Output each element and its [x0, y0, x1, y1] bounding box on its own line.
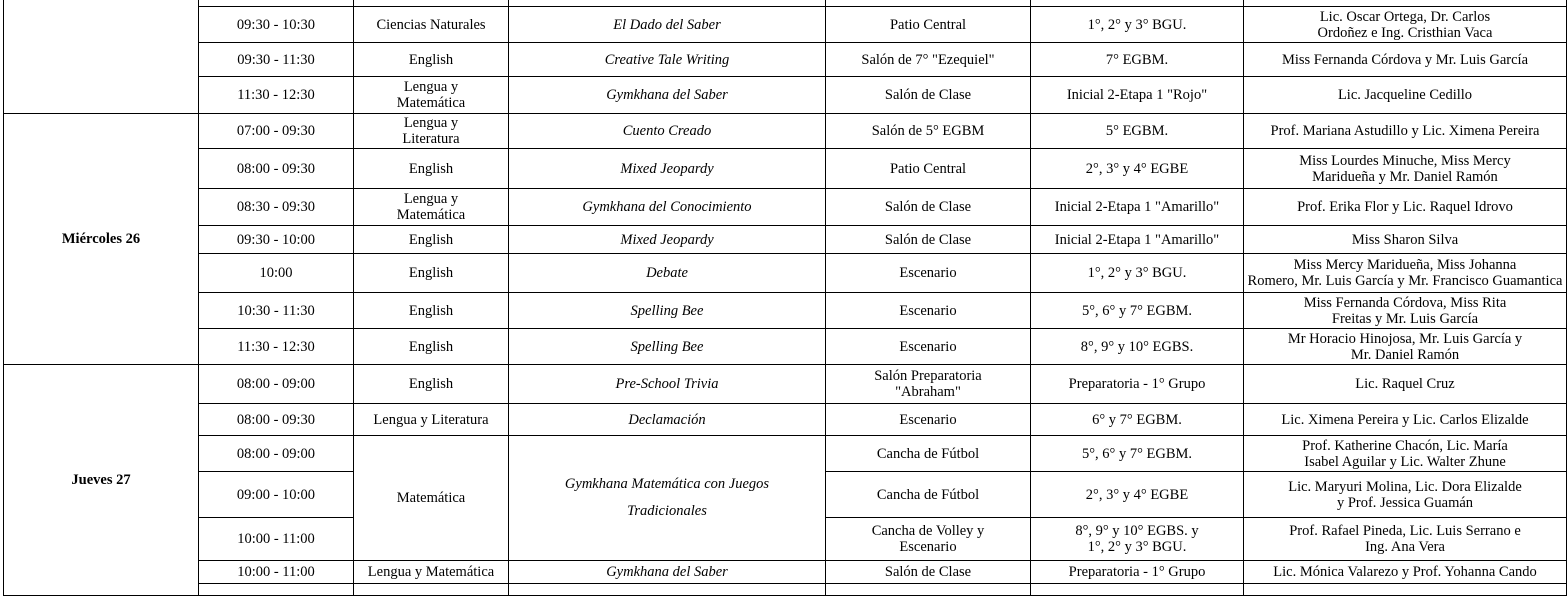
- teachers-cell-line: Prof. Erika Flor y Lic. Raquel Idrovo: [1297, 199, 1513, 215]
- subject-cell-line: Lengua y Literatura: [373, 411, 489, 428]
- subject-cell-line: Literatura: [402, 131, 460, 147]
- time-cell-line: 11:30 - 12:30: [237, 87, 315, 103]
- table-row: [4, 7, 1567, 43]
- activity-cell-line: Mixed Jeopardy: [620, 160, 714, 177]
- teachers-cell: [1244, 254, 1567, 293]
- place-cell-line: Patio Central: [889, 16, 967, 33]
- activity-cell: [509, 149, 826, 189]
- activity-cell: [509, 404, 826, 436]
- subject-cell: [354, 7, 509, 43]
- place-cell-line: Escenario: [899, 539, 957, 555]
- teachers-cell-line: Mr Horacio Hinojosa, Mr. Luis García y: [1287, 330, 1523, 347]
- grade-cell-line: 1°, 2° y 3° BGU.: [1087, 16, 1187, 33]
- subject-cell: [354, 149, 509, 189]
- grade-cell: [1031, 293, 1244, 329]
- activity-cell: [509, 77, 826, 114]
- table-row: [4, 254, 1567, 293]
- subject-cell-line: Matemática: [396, 95, 466, 111]
- teachers-cell: [1244, 43, 1567, 77]
- time-cell: [199, 472, 354, 518]
- table-row: [4, 329, 1567, 365]
- place-cell: [826, 114, 1031, 149]
- grade-cell: [1031, 329, 1244, 365]
- subject-cell: [354, 226, 509, 254]
- grade-cell-line: 5°, 6° y 7° EGBM.: [1081, 302, 1193, 319]
- table-row: [4, 561, 1567, 584]
- grade-cell: [1031, 226, 1244, 254]
- teachers-cell: [1244, 584, 1567, 596]
- place-cell-line: Salón de Clase: [884, 564, 972, 580]
- activity-cell: [509, 43, 826, 77]
- time-cell-line: 09:30 - 11:30: [237, 51, 315, 68]
- place-cell: [826, 365, 1031, 404]
- grade-cell-line: 8°, 9° y 10° EGBS.: [1080, 338, 1194, 355]
- day-label: Miércoles 26: [4, 114, 199, 365]
- place-cell-line: Salón de 7° "Ezequiel": [861, 51, 995, 68]
- subject-cell-line: English: [408, 231, 454, 248]
- teachers-cell-line: y Prof. Jessica Guamán: [1336, 494, 1474, 511]
- teachers-cell-line: Lic. Raquel Cruz: [1355, 376, 1455, 392]
- grade-cell-line: 8°, 9° y 10° EGBS. y: [1075, 523, 1199, 539]
- teachers-cell-line: Isabel Aguilar y Lic. Walter Zhune: [1304, 453, 1506, 470]
- activity-cell-line: Gymkhana del Saber: [606, 564, 728, 580]
- grade-cell: [1031, 584, 1244, 596]
- subject-cell-line: Matemática: [396, 490, 466, 506]
- time-cell: [199, 7, 354, 43]
- grade-cell-line: Inicial 2-Etapa 1 "Rojo": [1066, 87, 1208, 103]
- activity-cell-line: Pre-School Trivia: [615, 376, 719, 392]
- subject-cell-line: English: [408, 51, 454, 68]
- activity-cell-line: Gymkhana del Saber: [606, 87, 728, 103]
- grade-cell-line: 6° y 7° EGBM.: [1092, 411, 1182, 428]
- subject-cell-line: English: [408, 376, 454, 392]
- teachers-cell: [1244, 365, 1567, 404]
- teachers-cell: [1244, 436, 1567, 472]
- subject-cell: [354, 561, 509, 584]
- teachers-cell-line: Miss Sharon Silva: [1351, 231, 1459, 248]
- time-cell-line: 08:00 - 09:30: [236, 160, 316, 177]
- table-row: [4, 584, 1567, 596]
- place-cell-line: Salón de Clase: [884, 231, 972, 248]
- time-cell-line: 08:00 - 09:00: [236, 445, 316, 462]
- grade-cell-line: 1°, 2° y 3° BGU.: [1087, 265, 1187, 281]
- time-cell: [199, 189, 354, 226]
- teachers-cell-line: Lic. Ximena Pereira y Lic. Carlos Elizalde: [1281, 411, 1529, 428]
- teachers-cell-line: Miss Lourdes Minuche, Miss Mercy: [1299, 152, 1511, 169]
- time-cell: [199, 43, 354, 77]
- grade-cell: [1031, 149, 1244, 189]
- time-cell: [199, 518, 354, 561]
- activity-cell: [509, 114, 826, 149]
- teachers-cell-line: Ing. Ana Vera: [1365, 539, 1445, 555]
- subject-cell-line: Lengua y: [403, 115, 459, 131]
- grade-cell: [1031, 436, 1244, 472]
- grade-cell-line: Inicial 2-Etapa 1 "Amarillo": [1054, 199, 1220, 215]
- time-cell-line: 08:00 - 09:00: [236, 376, 316, 392]
- teachers-cell-line: Prof. Mariana Astudillo y Lic. Ximena Pereira: [1270, 123, 1540, 139]
- time-cell: [199, 329, 354, 365]
- subject-cell: [354, 365, 509, 404]
- place-cell-line: Escenario: [899, 265, 957, 281]
- teachers-cell: [1244, 293, 1567, 329]
- activity-cell: [509, 584, 826, 596]
- teachers-cell-line: Maridueña y Mr. Daniel Ramón: [1312, 168, 1498, 185]
- time-cell-line: 08:30 - 09:30: [236, 199, 316, 215]
- time-cell: [199, 149, 354, 189]
- teachers-cell: [1244, 114, 1567, 149]
- place-cell-line: "Abraham": [895, 384, 961, 400]
- subject-cell: [354, 254, 509, 293]
- teachers-cell-line: Prof. Katherine Chacón, Lic. María: [1302, 437, 1508, 454]
- time-cell: [199, 584, 354, 596]
- grade-cell: [1031, 114, 1244, 149]
- place-cell: [826, 518, 1031, 561]
- grade-cell: [1031, 254, 1244, 293]
- subject-cell: [354, 114, 509, 149]
- activity-cell: [509, 7, 826, 43]
- subject-cell-line: Ciencias Naturales: [376, 16, 486, 33]
- time-cell-line: 09:00 - 10:00: [236, 486, 316, 503]
- subject-cell-line: English: [408, 265, 454, 281]
- activity-cell: [509, 329, 826, 365]
- time-cell-line: 07:00 - 09:30: [236, 123, 316, 139]
- teachers-cell: [1244, 329, 1567, 365]
- teachers-cell: [1244, 561, 1567, 584]
- grade-cell-line: 5° EGBM.: [1105, 123, 1169, 139]
- teachers-cell-line: Mr. Daniel Ramón: [1350, 346, 1460, 363]
- teachers-cell: [1244, 189, 1567, 226]
- grade-cell-line: 1°, 2° y 3° BGU.: [1087, 539, 1187, 555]
- place-cell: [826, 43, 1031, 77]
- place-cell: [826, 226, 1031, 254]
- activity-cell-line: Cuento Creado: [622, 123, 712, 139]
- time-cell: [199, 561, 354, 584]
- day-label: Jueves 27: [4, 365, 199, 596]
- activity-cell-line: Gymkhana del Conocimiento: [582, 199, 752, 215]
- time-cell: [199, 114, 354, 149]
- activity-cell-line: Spelling Bee: [630, 338, 704, 355]
- time-cell-line: 08:00 - 09:30: [236, 411, 316, 428]
- time-cell: [199, 226, 354, 254]
- teachers-cell-line: Romero, Mr. Luis García y Mr. Francisco Guamantica: [1247, 273, 1563, 289]
- teachers-cell-line: Lic. Mónica Valarezo y Prof. Yohanna Cando: [1273, 564, 1537, 580]
- time-cell: [199, 77, 354, 114]
- subject-cell-line: English: [408, 160, 454, 177]
- time-cell: [199, 293, 354, 329]
- place-cell-line: Salón de 5° EGBM: [871, 123, 985, 139]
- grade-cell: [1031, 561, 1244, 584]
- subject-cell: [354, 436, 509, 561]
- subject-cell-line: Lengua y: [403, 191, 459, 207]
- place-cell: [826, 404, 1031, 436]
- place-cell: [826, 329, 1031, 365]
- time-cell: [199, 404, 354, 436]
- table-row: [4, 149, 1567, 189]
- table-row: [4, 365, 1567, 404]
- table-row: [4, 189, 1567, 226]
- activity-cell-line: Debate: [646, 265, 688, 281]
- activity-cell: [509, 254, 826, 293]
- activity-cell: [509, 189, 826, 226]
- activity-cell: [509, 365, 826, 404]
- time-cell: [199, 436, 354, 472]
- subject-cell-line: English: [408, 338, 454, 355]
- day-label: [4, 0, 199, 114]
- grade-cell-line: Inicial 2-Etapa 1 "Amarillo": [1054, 231, 1220, 248]
- activity-cell: [509, 226, 826, 254]
- place-cell: [826, 436, 1031, 472]
- subject-cell: [354, 189, 509, 226]
- activity-cell-line: Declamación: [628, 411, 706, 428]
- grade-cell: [1031, 77, 1244, 114]
- teachers-cell-line: Miss Fernanda Córdova, Miss Rita: [1303, 294, 1507, 311]
- subject-cell-line: Lengua y: [403, 79, 459, 95]
- place-cell: [826, 77, 1031, 114]
- teachers-cell-line: Lic. Maryuri Molina, Lic. Dora Elizalde: [1288, 478, 1522, 495]
- subject-cell-line: English: [408, 302, 454, 319]
- subject-cell: [354, 329, 509, 365]
- grade-cell-line: Preparatoria - 1° Grupo: [1068, 376, 1206, 392]
- place-cell: [826, 584, 1031, 596]
- time-cell-line: 11:30 - 12:30: [237, 338, 315, 355]
- place-cell-line: Cancha de Fútbol: [876, 445, 980, 462]
- time-cell-line: 09:30 - 10:00: [236, 231, 316, 248]
- teachers-cell-line: Prof. Rafael Pineda, Lic. Luis Serrano e: [1289, 523, 1521, 539]
- place-cell-line: Patio Central: [889, 160, 967, 177]
- table-row: [4, 43, 1567, 77]
- table-row: [4, 404, 1567, 436]
- grade-cell: [1031, 365, 1244, 404]
- table-row: [4, 226, 1567, 254]
- table-row: [4, 114, 1567, 149]
- table-row: [4, 436, 1567, 472]
- teachers-cell: [1244, 404, 1567, 436]
- time-cell-line: 09:30 - 10:30: [236, 16, 316, 33]
- grade-cell-line: 2°, 3° y 4° EGBE: [1085, 160, 1189, 177]
- place-cell: [826, 7, 1031, 43]
- grade-cell: [1031, 472, 1244, 518]
- subject-cell: [354, 77, 509, 114]
- place-cell-line: Salón de Clase: [884, 199, 972, 215]
- teachers-cell: [1244, 472, 1567, 518]
- place-cell: [826, 561, 1031, 584]
- table-row: [4, 77, 1567, 114]
- activity-cell: [509, 561, 826, 584]
- activity-cell-line: Spelling Bee: [630, 302, 704, 319]
- time-cell-line: 10:30 - 11:30: [237, 302, 315, 319]
- schedule-table: [3, 0, 1567, 596]
- place-cell-line: Escenario: [899, 411, 957, 428]
- teachers-cell-line: Ordoñez e Ing. Cristhian Vaca: [1317, 24, 1493, 41]
- grade-cell-line: Preparatoria - 1° Grupo: [1068, 564, 1206, 580]
- teachers-cell: [1244, 149, 1567, 189]
- grade-cell: [1031, 7, 1244, 43]
- grade-cell: [1031, 43, 1244, 77]
- grade-cell: [1031, 189, 1244, 226]
- teachers-cell: [1244, 7, 1567, 43]
- teachers-cell-line: Miss Fernanda Córdova y Mr. Luis García: [1281, 51, 1529, 68]
- time-cell: [199, 254, 354, 293]
- grade-cell-line: 5°, 6° y 7° EGBM.: [1081, 445, 1193, 462]
- subject-cell-line: Lengua y Matemática: [367, 564, 495, 580]
- subject-cell: [354, 43, 509, 77]
- time-cell: [199, 365, 354, 404]
- grade-cell-line: 2°, 3° y 4° EGBE: [1085, 486, 1189, 503]
- place-cell-line: Cancha de Fútbol: [876, 486, 980, 503]
- place-cell: [826, 293, 1031, 329]
- place-cell-line: Cancha de Volley y: [871, 523, 985, 539]
- place-cell: [826, 472, 1031, 518]
- teachers-cell: [1244, 226, 1567, 254]
- teachers-cell-line: Freitas y Mr. Luis García: [1331, 310, 1479, 327]
- teachers-cell-line: Lic. Jacqueline Cedillo: [1337, 87, 1473, 103]
- teachers-cell: [1244, 77, 1567, 114]
- place-cell-line: Escenario: [899, 302, 957, 319]
- place-cell-line: Salón de Clase: [884, 87, 972, 103]
- time-cell-line: 10:00 - 11:00: [237, 564, 315, 580]
- grade-cell: [1031, 518, 1244, 561]
- place-cell: [826, 254, 1031, 293]
- teachers-cell-line: Miss Mercy Maridueña, Miss Johanna: [1293, 257, 1517, 273]
- place-cell: [826, 149, 1031, 189]
- activity-cell: [509, 436, 826, 561]
- activity-cell-line: Tradicionales: [627, 503, 707, 519]
- subject-cell-line: Matemática: [396, 207, 466, 223]
- time-cell-line: 10:00 - 11:00: [237, 531, 315, 547]
- activity-cell-line: Mixed Jeopardy: [620, 231, 714, 248]
- teachers-cell: [1244, 518, 1567, 561]
- activity-cell-line: El Dado del Saber: [613, 16, 721, 33]
- grade-cell: [1031, 404, 1244, 436]
- activity-cell-line: Creative Tale Writing: [604, 51, 730, 68]
- subject-cell: [354, 404, 509, 436]
- teachers-cell-line: Lic. Oscar Ortega, Dr. Carlos: [1319, 8, 1491, 25]
- subject-cell: [354, 584, 509, 596]
- place-cell: [826, 189, 1031, 226]
- place-cell-line: Salón Preparatoria: [874, 368, 982, 384]
- place-cell-line: Escenario: [899, 338, 957, 355]
- activity-cell: [509, 293, 826, 329]
- subject-cell: [354, 293, 509, 329]
- activity-cell-line: Gymkhana Matemática con Juegos: [564, 476, 770, 492]
- time-cell-line: 10:00: [259, 265, 293, 281]
- grade-cell-line: 7° EGBM.: [1105, 51, 1169, 68]
- table-row: [4, 293, 1567, 329]
